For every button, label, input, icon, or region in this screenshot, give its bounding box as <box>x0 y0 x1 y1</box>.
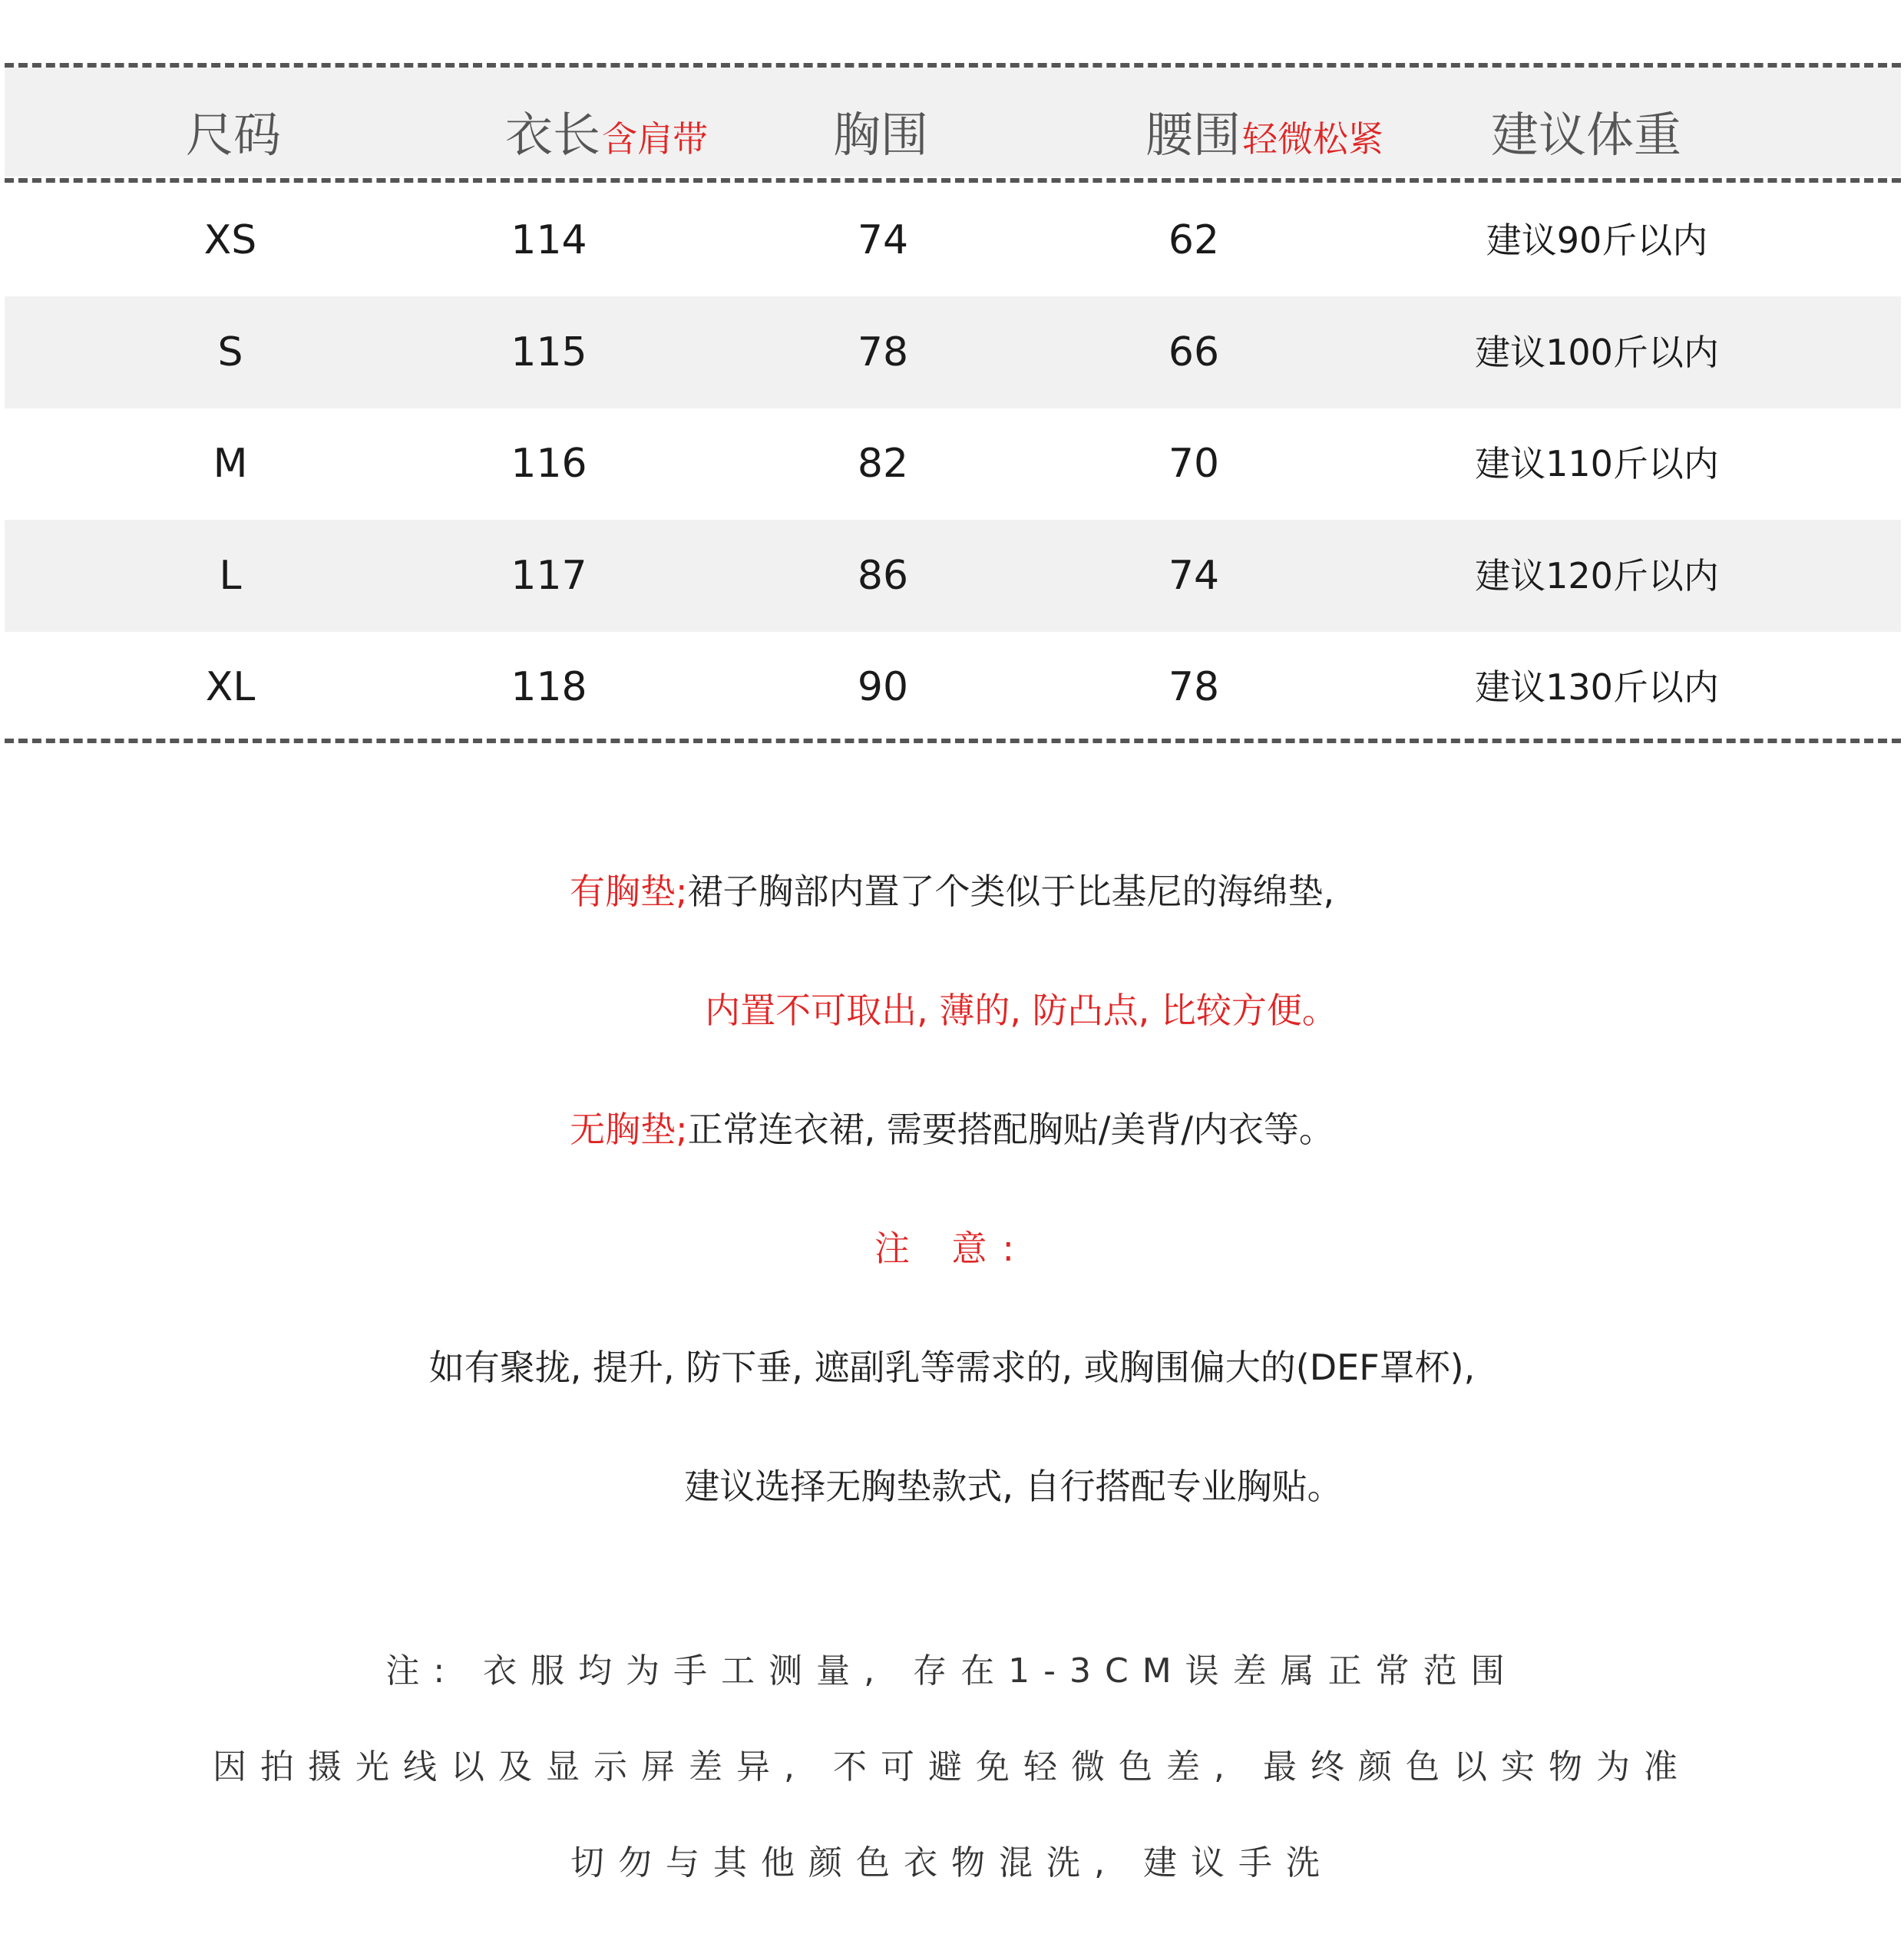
header-weight: 建议体重 <box>1491 107 1682 163</box>
table-top-divider <box>5 63 1901 68</box>
attention-heading: 注 意: <box>874 1228 1030 1269</box>
cell-waist: 78 <box>1168 664 1220 710</box>
cell-bust: 82 <box>857 441 909 487</box>
cell-waist: 66 <box>1168 329 1220 375</box>
cell-length: 114 <box>511 217 587 263</box>
cell-size: XS <box>203 217 257 263</box>
cell-length: 117 <box>511 553 587 599</box>
cell-size: XL <box>205 664 256 710</box>
no-pad-note-line <box>0 1102 1904 1152</box>
table-row <box>0 408 1904 520</box>
pad-note-line <box>0 864 1904 914</box>
cell-length: 115 <box>511 329 587 375</box>
cell-weight: 建议100斤以内 <box>1475 332 1719 373</box>
footer-line-3: 切勿与其他颜色衣物混洗, 建议手洗 <box>570 1843 1334 1883</box>
header-length: 衣长含肩带 <box>505 107 709 163</box>
cell-bust: 90 <box>857 664 909 710</box>
pad-text: 裙子胸部内置了个类似于比基尼的海绵垫, <box>687 871 1335 912</box>
table-row <box>0 184 1904 296</box>
cell-bust: 74 <box>857 217 909 263</box>
cell-waist: 70 <box>1168 441 1220 487</box>
pad-detail-line: 内置不可取出, 薄的, 防凸点, 比较方便。 <box>705 990 1337 1031</box>
no-pad-label: 无胸垫; <box>570 1109 688 1150</box>
cell-weight: 建议130斤以内 <box>1475 666 1719 708</box>
cell-waist: 62 <box>1168 217 1220 263</box>
advice-line-1: 如有聚拢, 提升, 防下垂, 遮副乳等需求的, 或胸围偏大的(DEF罩杯), <box>428 1347 1476 1388</box>
header-bust: 胸围 <box>833 107 929 163</box>
cell-bust: 86 <box>857 553 909 599</box>
header-length-note: 含肩带 <box>602 118 709 160</box>
cell-waist: 74 <box>1168 553 1220 599</box>
table-row <box>0 520 1904 632</box>
cell-size: L <box>219 553 242 599</box>
cell-weight: 建议110斤以内 <box>1475 443 1719 484</box>
cell-weight: 建议90斤以内 <box>1486 220 1708 261</box>
cell-size: S <box>217 329 243 375</box>
no-pad-text: 正常连衣裙, 需要搭配胸贴/美背/内衣等。 <box>687 1109 1334 1150</box>
table-row <box>0 296 1904 408</box>
table-header-divider <box>5 178 1901 183</box>
cell-length: 118 <box>511 664 587 710</box>
table-row <box>0 631 1904 743</box>
header-waist: 腰围轻微松紧 <box>1145 107 1384 163</box>
header-size: 尺码 <box>186 107 282 163</box>
header-waist-note: 轻微松紧 <box>1242 118 1384 160</box>
cell-weight: 建议120斤以内 <box>1475 555 1719 597</box>
cell-bust: 78 <box>857 329 909 375</box>
advice-line-2: 建议选择无胸垫款式, 自行搭配专业胸贴。 <box>684 1466 1343 1507</box>
cell-size: M <box>213 441 248 487</box>
pad-label: 有胸垫; <box>569 871 688 912</box>
cell-length: 116 <box>511 441 587 487</box>
footer-line-1: 注: 衣服均为手工测量, 存在1-3CM误差属正常范围 <box>385 1651 1519 1691</box>
footer-line-2: 因拍摄光线以及显示屏差异, 不可避免轻微色差, 最终颜色以实物为准 <box>213 1747 1691 1787</box>
